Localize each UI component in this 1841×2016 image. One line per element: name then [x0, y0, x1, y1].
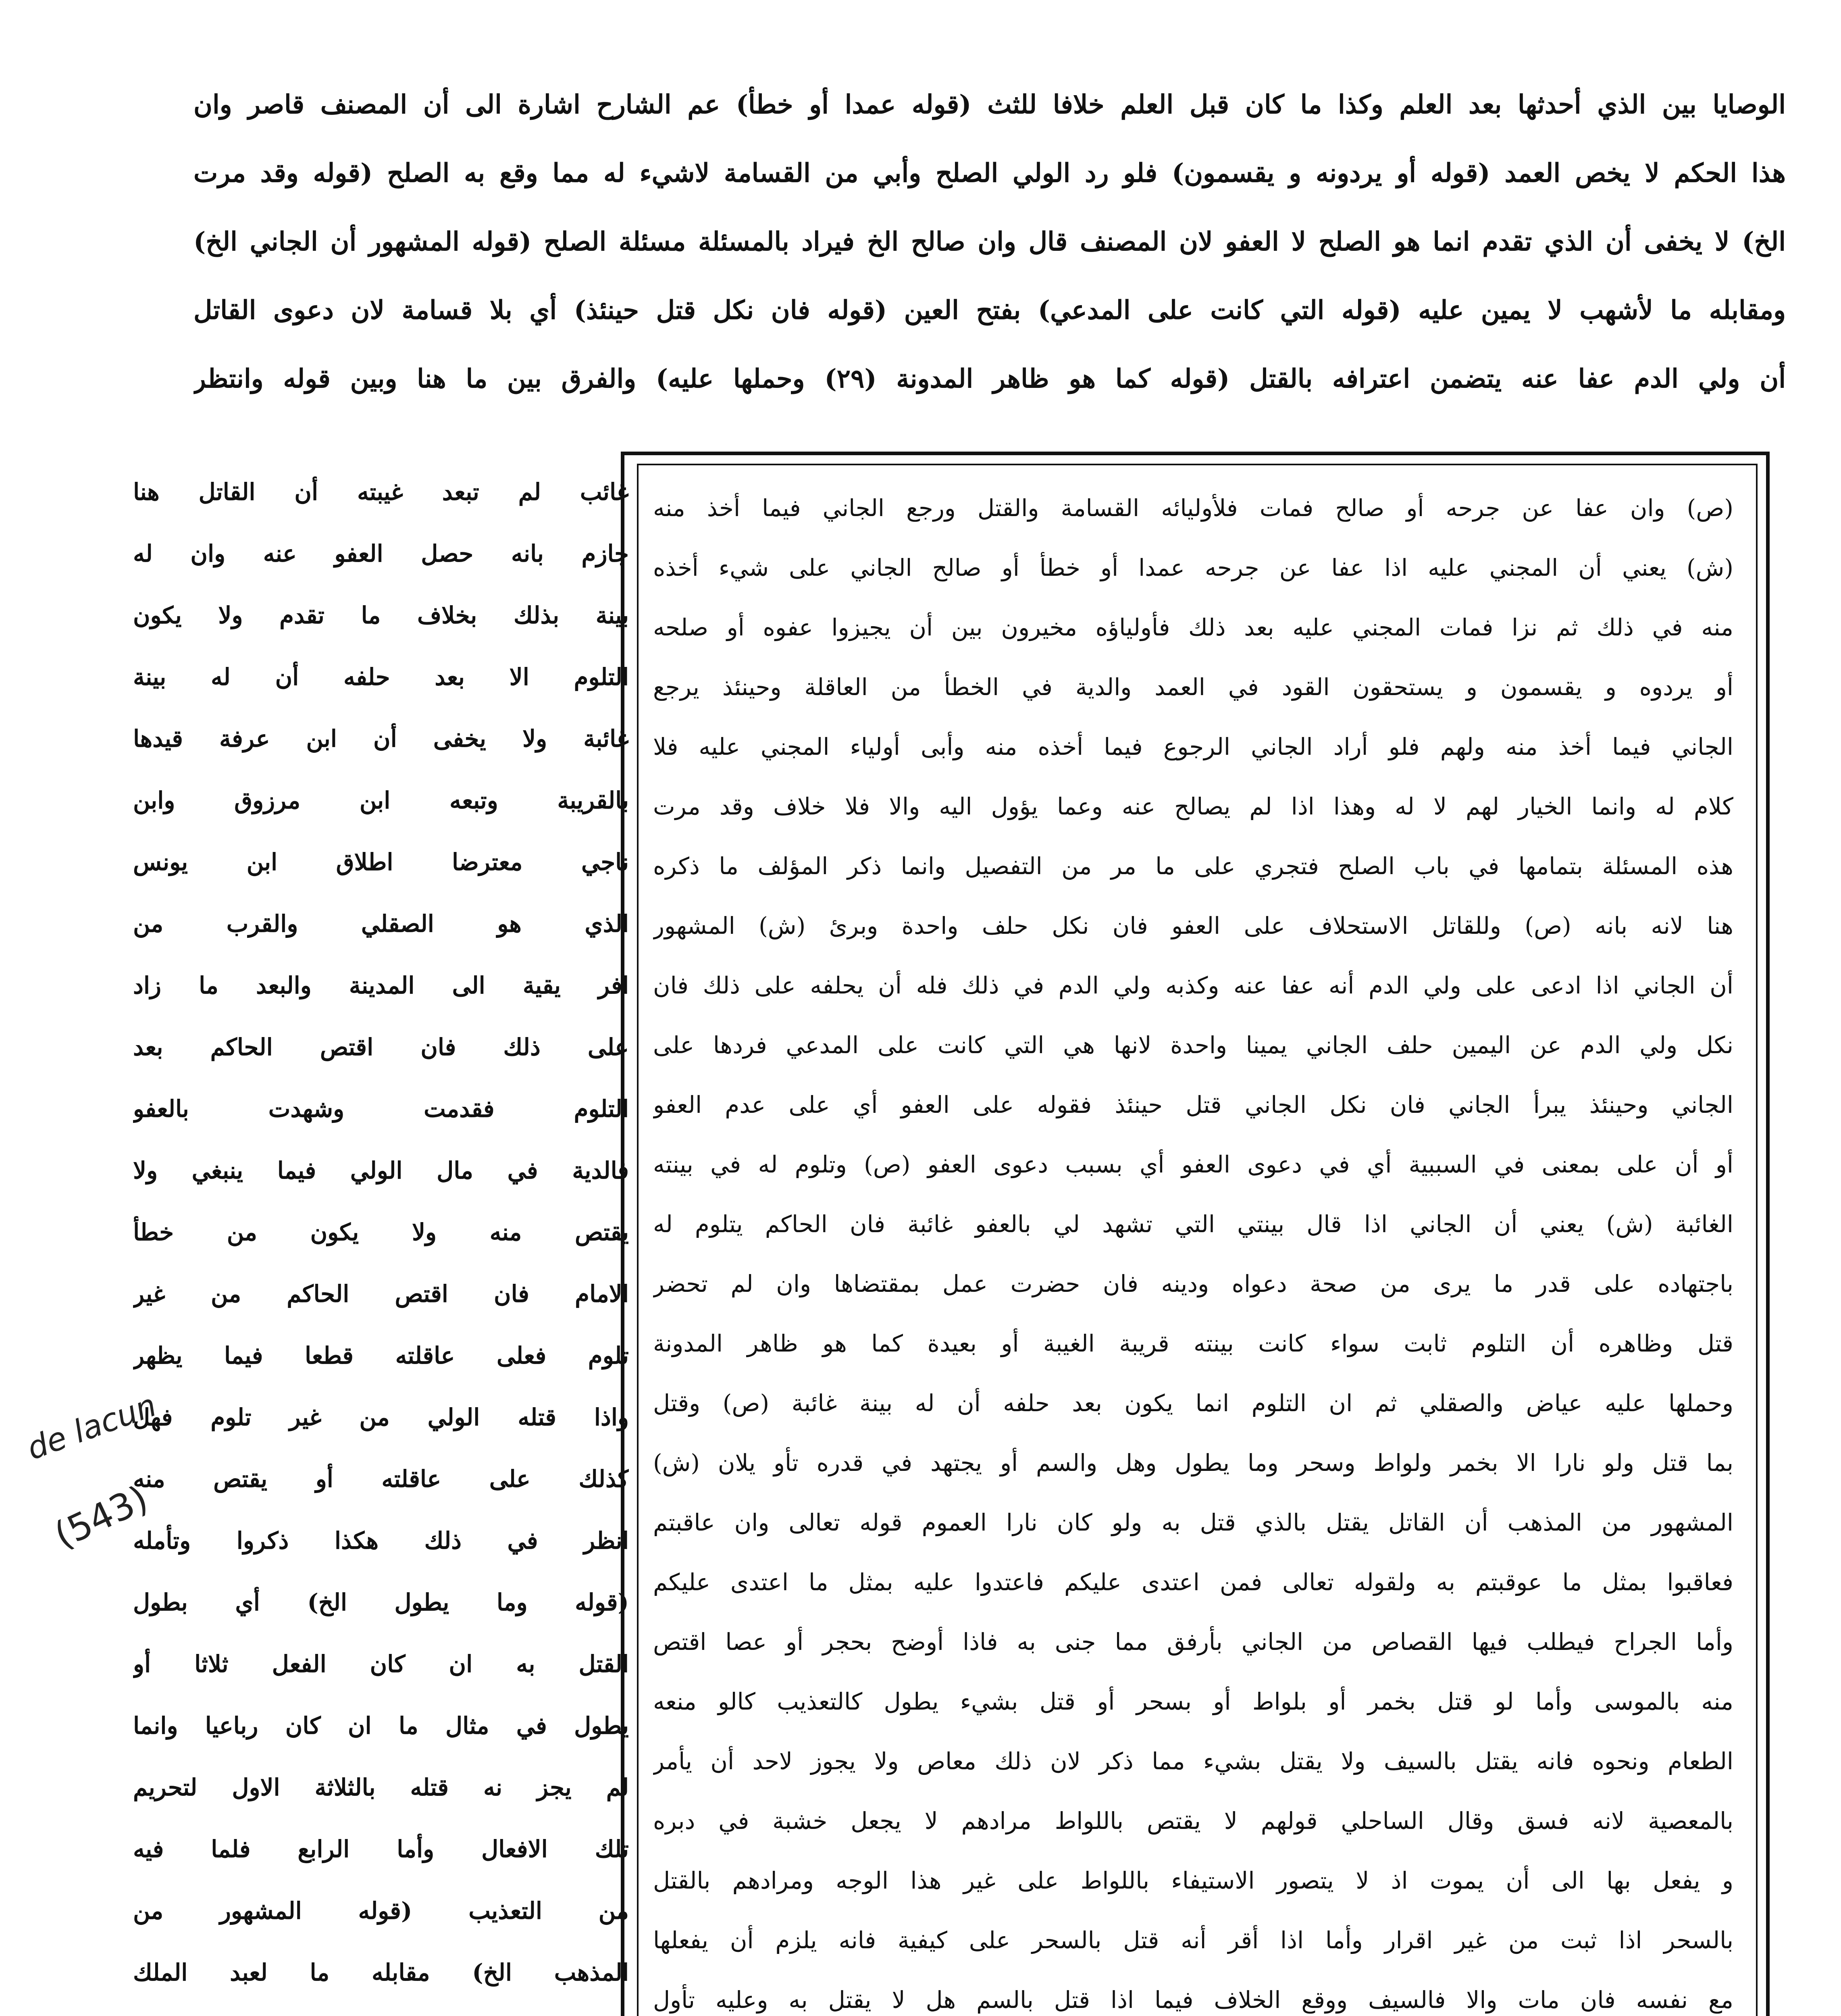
side-line: فالدية في مال الولي فيما ينبغي ولا	[133, 1157, 629, 1184]
main-line: أو أن على بمعنى في السببية أي في دعوى العفو أي بسبب دعوى العفو (ص) وتلوم له في بينته	[653, 1151, 1733, 1178]
side-line: انظر في ذلك هكذا ذكروا وتأمله	[133, 1527, 629, 1554]
side-line: الذي هو الصقلي والقرب من	[133, 910, 629, 937]
main-line: (ش) يعني أن المجني عليه اذا عفا عن جرحه عمدا أو خطأ أو صالح الجاني على شيء أخذه	[653, 554, 1733, 581]
side-line: بالقريبة وتبعه ابن مرزوق وابن	[133, 787, 629, 814]
side-line: (قوله وما يطول الخ) أي بطول	[133, 1589, 629, 1616]
main-line: و يفعل بها الى أن يموت اذ لا يتصور الاستيفاء باللواط على غير هذا الوجه ومرادهم بالقتل	[653, 1867, 1733, 1894]
side-line: غائب لم تبعد غيبته أن القاتل هنا	[133, 478, 629, 506]
side-line: تلك الافعال وأما الرابع فلما فيه	[133, 1835, 629, 1863]
main-line: باجتهاده على قدر ما يرى من صحة دعواه ودينه فان حضرت عمل بمقتضاها وان لم تحضر	[653, 1270, 1733, 1297]
main-line: بما قتل ولو نارا الا بخمر ولواط وسحر وما يطول وهل والسم أو يجتهد في قدره تأو يلان (ش)	[653, 1449, 1733, 1477]
side-line: التلوم فقدمت وشهدت بالعفو	[133, 1095, 629, 1123]
side-line: من التعذيب (قوله المشهور من	[133, 1897, 629, 1924]
main-line: بالسحر اذا ثبت من غير اقرار وأما اذا أقر أنه قتل بالسحر على كيفية فانه يلزم أن يفعلها	[653, 1926, 1733, 1954]
top-line-3: الخ) لا يخفى أن الذي تقدم انما هو الصلح لا العفو لان المصنف قال وان صالح الخ فيراد بالمسئلة مسئلة الصلح (قوله المشهور أن الجاني الخ)	[193, 227, 1786, 257]
side-line: جازم بانه حصل العفو عنه وان له	[133, 540, 629, 567]
main-line: الجاني فيما أخذ منه ولهم فلو أراد الجاني الرجوع فيما أخذه منه وأبى أولياء المجني عليه فلا	[653, 733, 1733, 760]
main-line: وأما الجراح فيطلب فيها القصاص من الجاني بأرفق مما جنى به فاذا أوضح بحجر أو عصا اقتص	[653, 1628, 1733, 1656]
side-line: يطول في مثال ما ان كان رباعيا وانما	[133, 1712, 629, 1739]
main-line: وحملها عليه عياض والصقلي ثم ان التلوم انما يكون بعد حلفه أن له بينة غائبة (ص) وقتل	[653, 1389, 1733, 1417]
top-line-4: ومقابله ما لأشهب لا يمين عليه (قوله التي كانت على المدعي) بفتح العين (قوله فان نكل قتل حينئذ) أي بلا قسامة لان دعوى القاتل	[193, 295, 1786, 325]
side-line: كذلك على عاقلته أو يقتص منه	[133, 1465, 629, 1493]
main-line: مع نفسه فان مات والا فالسيف ووقع الخلاف فيما اذا قتل بالسم هل لا يقتل به وعليه تأول	[653, 1986, 1733, 2014]
main-line: الغائبة (ش) يعني أن الجاني اذا قال بينتي التي تشهد لي بالعفو غائبة فان الحاكم يتلوم له	[653, 1210, 1733, 1238]
main-line: هذه المسئلة بتمامها في باب الصلح فتجري على ما مر من التفصيل وانما ذكر المؤلف ما ذكره	[653, 852, 1733, 880]
side-line: واذا قتله الولي من غير تلوم فهل	[133, 1404, 629, 1431]
main-line: المشهور من المذهب أن القاتل يقتل بالذي قتل به ولو كان نارا العموم قوله تعالى وان عاقبتم	[653, 1509, 1733, 1536]
side-line: لم يجز نه قتله بالثلاثة الاول لتحريم	[133, 1774, 629, 1801]
main-line: (ص) وان عفا عن جرحه أو صالح فمات فلأوليائه القسامة والقتل ورجع الجاني فيما أخذ منه	[653, 494, 1733, 522]
side-line: ناجي معترضا اطلاق ابن يونس	[133, 848, 629, 876]
main-line: الجاني وحينئذ يبرأ الجاني فان نكل الجاني قتل حينئذ فقوله على العفو أي على عدم العفو	[653, 1091, 1733, 1118]
side-line: القتل به ان كان الفعل ثلاثا أو	[133, 1650, 629, 1678]
side-line: غائبة ولا يخفى أن ابن عرفة قيدها	[133, 725, 629, 752]
side-line: الامام فان اقتص الحاكم من غير	[133, 1280, 629, 1308]
side-line: المذهب الخ) مقابله ما لعبد الملك	[133, 1959, 629, 1986]
side-line	[133, 2010, 629, 2016]
side-line: يقتص منه ولا يكون من خطأ	[133, 1218, 629, 1246]
main-line: منه في ذلك ثم نزا فمات المجني عليه بعد ذلك فأولياؤه مخيرون بين أن يجيزوا عفوه أو صلحه	[653, 614, 1733, 641]
main-line: قتل وظاهره أن التلوم ثابت سواء كانت بينته قريبة الغيبة أو بعيدة كما هو ظاهر المدونة	[653, 1330, 1733, 1357]
main-line: الطعام ونحوه فانه يقتل بالسيف ولا يقتل بشيء مما ذكر لان ذلك معاص ولا يجوز لاحد أن يأمر	[653, 1747, 1733, 1775]
margin-note: de lacun	[22, 1387, 161, 1467]
main-line: أو يردوه و يقسمون و يستحقون القود في العمد والدية في الخطأ من العاقلة وحينئذ يرجع	[653, 673, 1733, 701]
main-line: بالمعصية لانه فسق وقال الساحلي قولهم لا يقتص باللواط مرادهم لا يجعل خشبة في دبره	[653, 1807, 1733, 1835]
margin-number: (543)	[48, 1477, 154, 1557]
side-line: التلوم الا بعد حلفه أن له بينة	[133, 663, 629, 691]
top-line-1: الوصايا بين الذي أحدثها بعد العلم وكذا ما كان قبل العلم خلافا للثث (قوله عمدا أو خطأ) عم الشارح اشارة الى أن المصنف قاصر وان	[193, 90, 1786, 120]
main-line: أن الجاني اذا ادعى على ولي الدم أنه عفا عنه وكذبه ولي الدم في ذلك فله أن يحلفه على ذلك فان	[653, 972, 1733, 999]
side-line: بينة بذلك بخلاف ما تقدم ولا يكون	[133, 602, 629, 629]
main-line: فعاقبوا بمثل ما عوقبتم به ولقوله تعالى فمن اعتدى عليكم فاعتدوا عليه بمثل ما اعتدى عليكم	[653, 1568, 1733, 1596]
side-line: على ذلك فان اقتص الحاكم بعد	[133, 1033, 629, 1061]
side-line: افر يقية الى المدينة والبعد ما زاد	[133, 972, 629, 999]
main-line: كلام له وانما الخيار لهم لا له وهذا اذا لم يصالح عنه وعما يؤول اليه والا فلا خلاف وقد مرت	[653, 793, 1733, 820]
top-line-5: أن ولي الدم عفا عنه يتضمن اعترافه بالقتل (قوله كما هو ظاهر المدونة (٢٩) وحملها عليه) والفرق بين ما هنا وبين قوله وانتظر	[193, 364, 1786, 394]
main-line: نكل ولي الدم عن اليمين حلف الجاني يمينا واحدة لانها هي التي كانت على المدعي فردها على	[653, 1031, 1733, 1059]
top-line-2: هذا الحكم لا يخص العمد (قوله أو يردونه و يقسمون) فلو رد الولي الصلح وأبي من القسامة لاشيء له مما وقع به الصلح (قوله وقد مرت	[193, 158, 1786, 188]
side-line: تلوم فعلى عاقلته قطعا فيما يظهر	[133, 1342, 629, 1369]
main-line: منه بالموسى وأما لو قتل بخمر أو بلواط أو بسحر أو قتل بشيء يطول كالتعذيب كالو منعه	[653, 1688, 1733, 1715]
main-line: هنا لانه بانه (ص) وللقاتل الاستحلاف على العفو فان نكل حلف واحدة وبرئ (ش) المشهور	[653, 912, 1733, 939]
